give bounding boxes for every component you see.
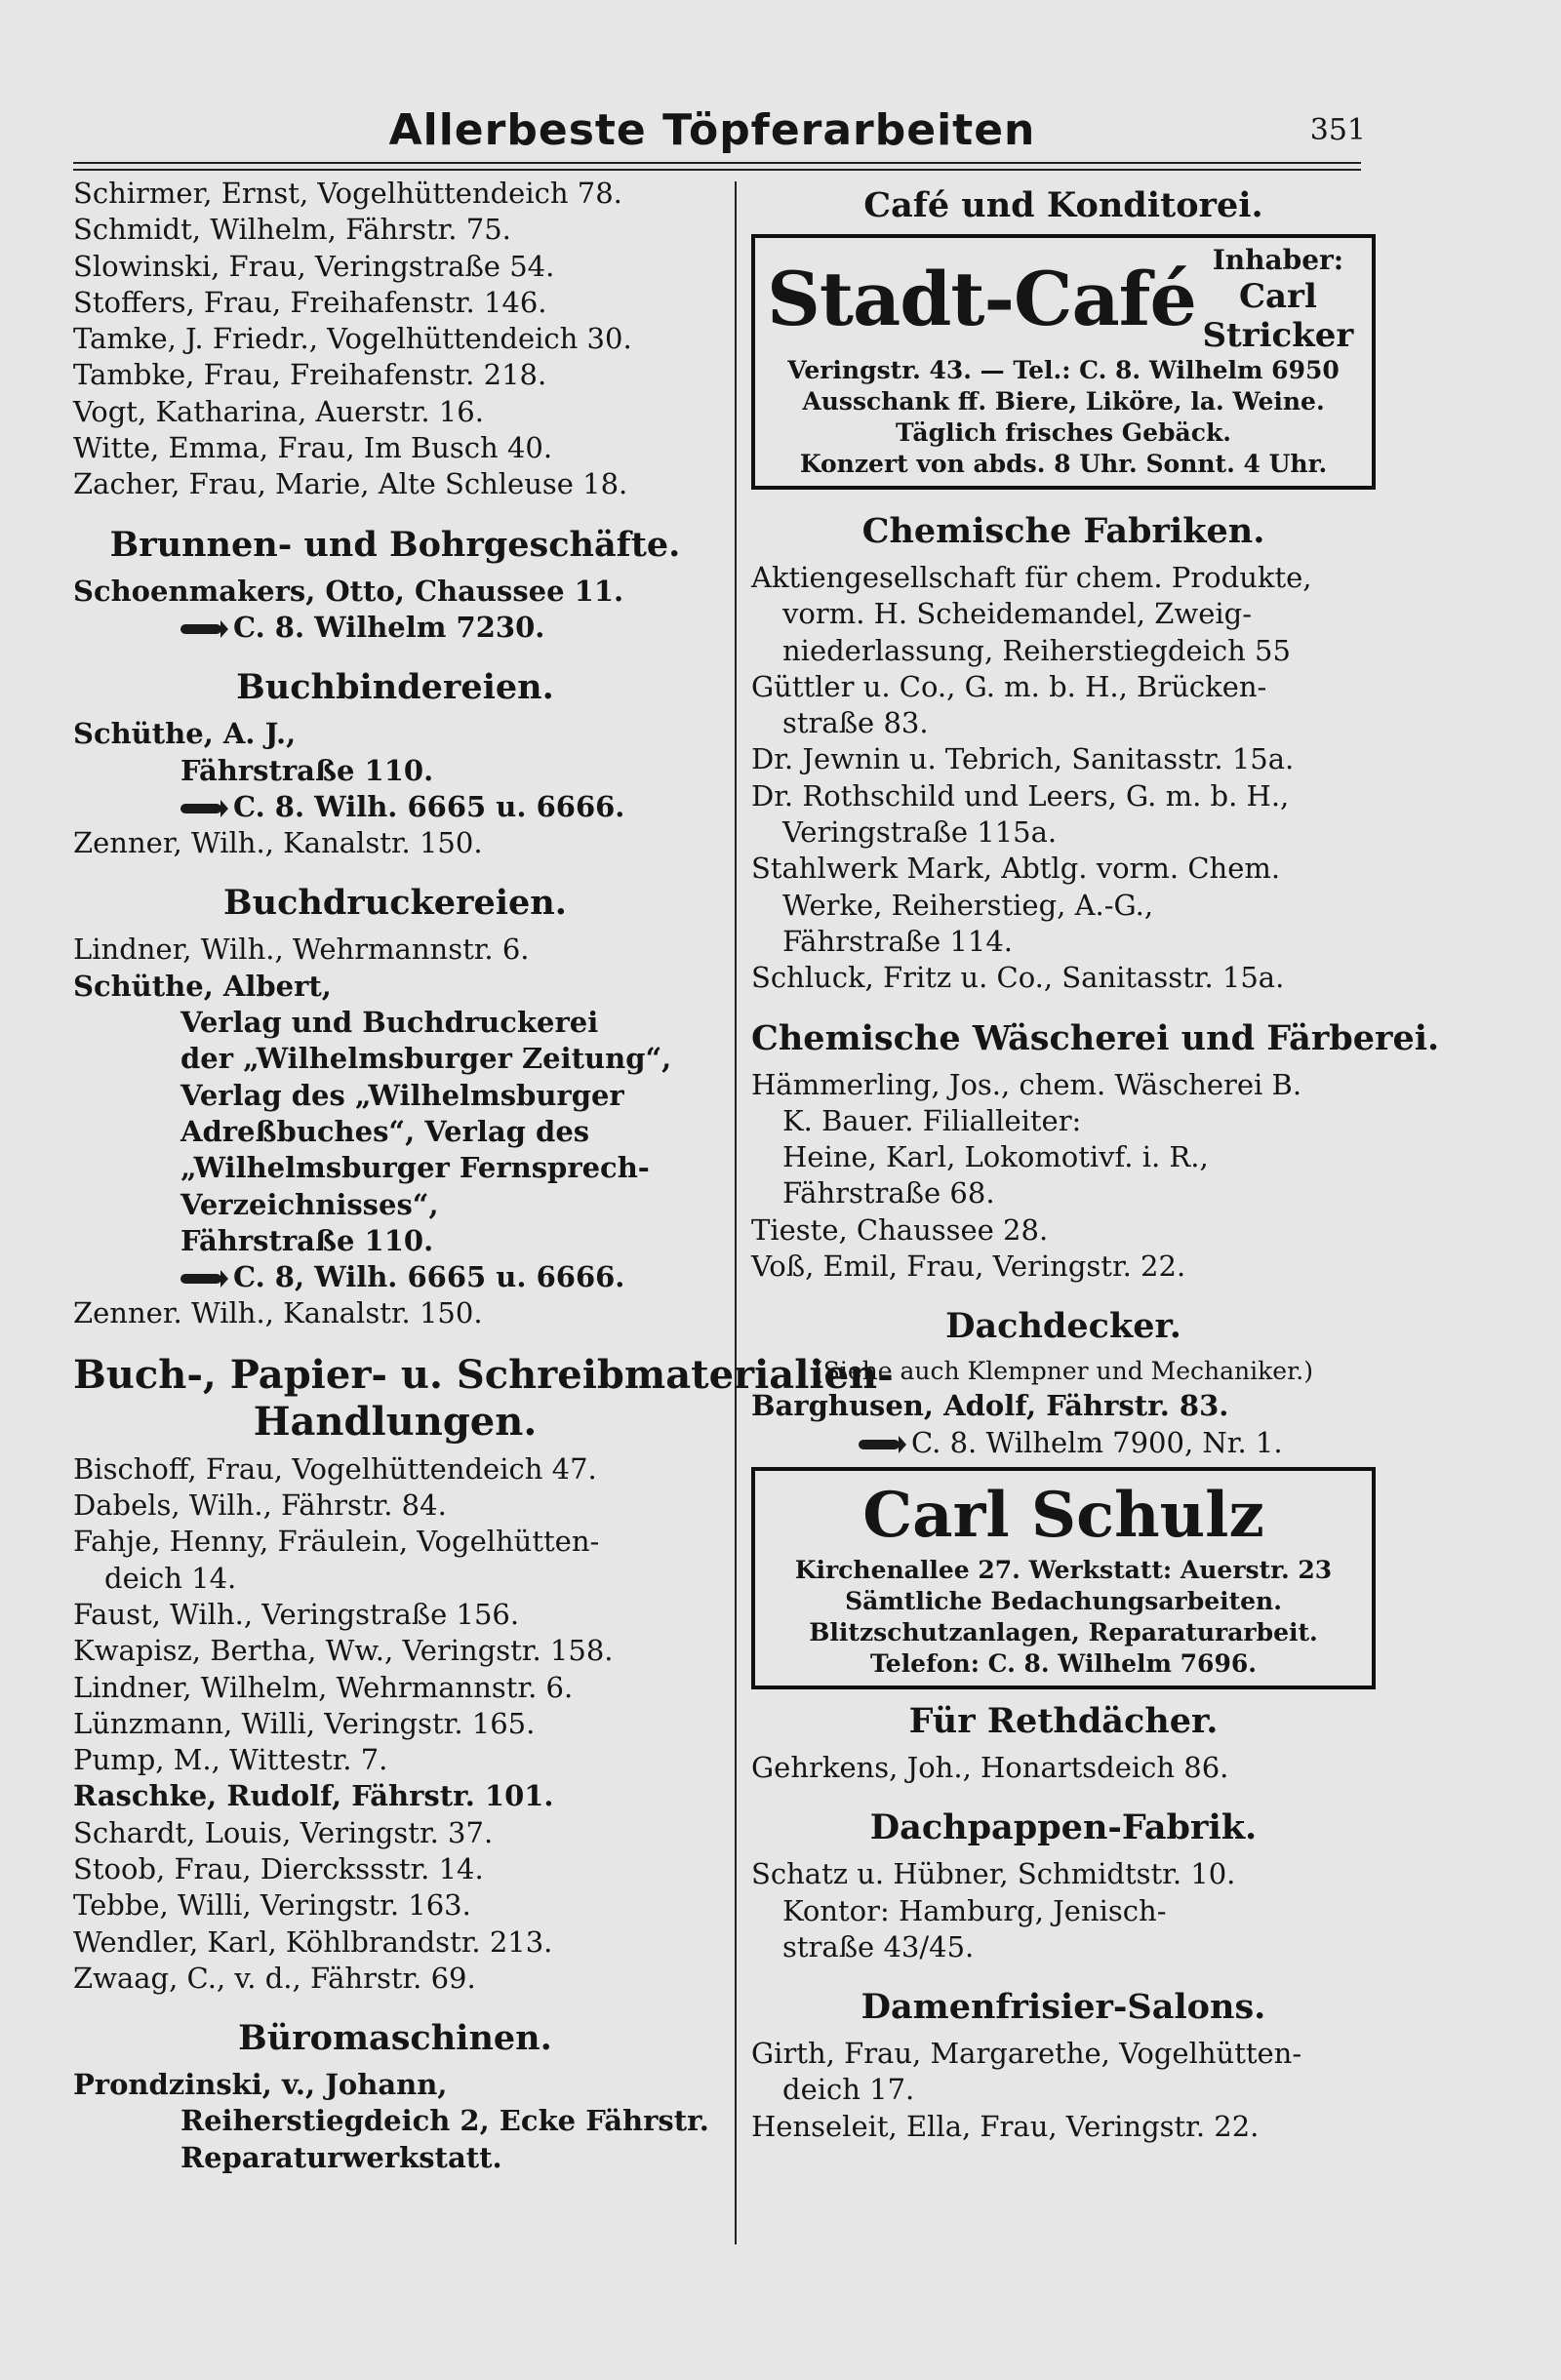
header-rule-top xyxy=(73,162,1361,164)
list-item: Barghusen, Adolf, Fährstr. 83. xyxy=(751,1389,1229,1423)
ad-line: Veringstr. 43. — Tel.: C. 8. Wilhelm 6950 xyxy=(787,356,1340,384)
list-item: Dabels, Wilh., Fährstr. 84. xyxy=(73,1488,447,1523)
list-item-continuation: „Wilhelmsburger Fernsprech- xyxy=(180,1151,650,1185)
list-item-continuation: straße 83. xyxy=(782,706,929,740)
ad-business-name: Stadt-Café xyxy=(767,256,1196,342)
section-heading-brunnen: Brunnen- und Bohrgeschäfte. xyxy=(109,524,681,565)
phone-line xyxy=(73,789,717,825)
ad-line: Sämtliche Bedachungsarbeiten. xyxy=(845,1586,1282,1615)
ad-line: Blitzschutzanlagen, Reparaturarbeit. xyxy=(809,1617,1318,1646)
ad-line: Telefon: C. 8. Wilhelm 7696. xyxy=(870,1648,1257,1678)
list-item-continuation: Veringstraße 115a. xyxy=(782,815,1058,850)
ad-top-row xyxy=(767,244,1360,355)
list-item: Henseleit, Ella, Frau, Veringstr. 22. xyxy=(751,2109,1260,2143)
list-item-continuation: Werke, Reiherstieg, A.-G., xyxy=(782,888,1154,922)
list-item: Witte, Emma, Frau, Im Busch 40. xyxy=(73,431,553,465)
telephone-icon xyxy=(180,804,221,813)
list-item-continuation: Fährstraße 110. xyxy=(180,1223,434,1257)
list-item-continuation: niederlassung, Reiherstiegdeich 55 xyxy=(782,633,1291,667)
list-item: Bischoff, Frau, Vogelhüttendeich 47. xyxy=(73,1451,597,1486)
list-item: Zwaag, C., v. d., Fährstr. 69. xyxy=(73,1961,476,1995)
list-item-continuation: deich 17. xyxy=(782,2073,915,2107)
section-heading-buchdruckereien: Buchdruckereien. xyxy=(223,883,567,924)
s-entries-list xyxy=(73,176,717,503)
list-item: Zenner. Wilh., Kanalstr. 150. xyxy=(73,1296,483,1330)
ad-owner xyxy=(1196,244,1360,355)
page-number: 351 xyxy=(1309,113,1366,147)
list-item-continuation: Verzeichnisses“, xyxy=(180,1187,439,1221)
advertisement-carl-schulz xyxy=(751,1467,1376,1689)
list-item: Stahlwerk Mark, Abtlg. vorm. Chem. xyxy=(751,852,1281,886)
list-item: Tebbe, Willi, Veringstr. 163. xyxy=(73,1888,471,1923)
list-item: Kwapisz, Bertha, Ww., Veringstr. 158. xyxy=(73,1634,614,1668)
list-item-continuation: Fährstraße 114. xyxy=(782,924,1013,958)
phone-line xyxy=(73,1259,717,1295)
list-item: Voß, Emil, Frau, Veringstr. 22. xyxy=(751,1250,1186,1284)
list-item-continuation: straße 43/45. xyxy=(782,1929,975,1964)
list-item: Gehrkens, Joh., Honartsdeich 86. xyxy=(751,1750,1229,1784)
list-item: Schluck, Fritz u. Co., Sanitasstr. 15a. xyxy=(751,961,1285,995)
list-item: Schmidt, Wilhelm, Fährstr. 75. xyxy=(73,213,511,247)
list-item: Girth, Frau, Margarethe, Vogelhütten- xyxy=(751,2037,1302,2071)
list-item: Schirmer, Ernst, Vogelhüttendeich 78. xyxy=(73,177,622,210)
phone-number: C. 8. Wilhelm 7900, Nr. 1. xyxy=(911,1425,1283,1459)
list-item: Güttler u. Co., G. m. b. H., Brücken- xyxy=(751,669,1267,703)
list-item: Aktiengesellschaft für chem. Produkte, xyxy=(751,561,1312,594)
list-item-continuation: Fährstraße 110. xyxy=(180,753,434,787)
section-heading-waescherei: Chemische Wäscherei und Färberei. xyxy=(751,1017,1440,1058)
ad-owner-label: Inhaber: xyxy=(1212,244,1344,276)
list-item: Tambke, Frau, Freihafenstr. 218. xyxy=(73,358,547,392)
telephone-icon xyxy=(180,624,221,634)
section-heading-buch-papier-2: Handlungen. xyxy=(253,1398,538,1445)
list-item-continuation: der „Wilhelmsburger Zeitung“, xyxy=(180,1042,672,1076)
list-item: Stoob, Frau, Dierckssstr. 14. xyxy=(73,1851,484,1885)
advertisement-stadt-cafe xyxy=(751,234,1376,490)
list-item: Vogt, Katharina, Auerstr. 16. xyxy=(73,394,484,428)
list-item-continuation: deich 14. xyxy=(104,1561,237,1595)
list-item: Lindner, Wilhelm, Wehrmannstr. 6. xyxy=(73,1670,574,1704)
list-item-continuation: Heine, Karl, Lokomotivf. i. R., xyxy=(782,1140,1209,1174)
list-item: Dr. Rothschild und Leers, G. m. b. H., xyxy=(751,778,1290,813)
ad-business-name: Carl Schulz xyxy=(862,1478,1264,1552)
header-rule-bottom xyxy=(73,169,1361,171)
list-item: Dr. Jewnin u. Tebrich, Sanitasstr. 15a. xyxy=(751,742,1295,776)
list-item: Schoenmakers, Otto, Chaussee 11. xyxy=(73,574,624,608)
list-item: Lindner, Wilh., Wehrmannstr. 6. xyxy=(73,932,530,967)
list-item: Raschke, Rudolf, Fährstr. 101. xyxy=(73,1779,554,1813)
ad-line: Kirchenallee 27. Werkstatt: Auerstr. 23 xyxy=(794,1555,1333,1584)
list-item: Schardt, Louis, Veringstr. 37. xyxy=(73,1815,494,1849)
page-header-title: Allerbeste Töpferarbeiten xyxy=(388,105,1036,155)
section-heading-damenfrisier: Damenfrisier-Salons. xyxy=(861,1987,1266,2028)
list-item-continuation: Fährstraße 68. xyxy=(782,1176,995,1210)
list-item: Zenner, Wilh., Kanalstr. 150. xyxy=(73,826,483,860)
list-item-continuation: Reiherstiegdeich 2, Ecke Fährstr. xyxy=(180,2104,709,2138)
phone-number: C. 8. Wilhelm 7230. xyxy=(233,610,545,644)
section-heading-cafe: Café und Konditorei. xyxy=(863,185,1263,225)
list-item: Pump, M., Wittestr. 7. xyxy=(73,1743,388,1777)
list-item-continuation: Kontor: Hamburg, Jenisch- xyxy=(782,1893,1167,1927)
list-item-continuation: K. Bauer. Filialleiter: xyxy=(782,1103,1082,1137)
section-heading-bueromaschinen: Büromaschinen. xyxy=(238,2018,552,2059)
list-item-continuation: Verlag und Buchdruckerei xyxy=(180,1006,599,1040)
phone-line xyxy=(751,1425,1376,1461)
right-column xyxy=(751,176,1440,2145)
list-item: Tamke, J. Friedr., Vogelhüttendeich 30. xyxy=(73,322,632,356)
list-item-continuation: Verlag des „Wilhelmsburger xyxy=(180,1078,624,1112)
section-heading-rethdaecher: Für Rethdächer. xyxy=(908,1700,1219,1741)
list-item: Schüthe, A. J., xyxy=(73,717,297,751)
list-item: Lünzmann, Willi, Veringstr. 165. xyxy=(73,1706,536,1740)
section-heading-dachpappen: Dachpappen-Fabrik. xyxy=(869,1807,1258,1848)
ad-owner-name: Carl Stricker xyxy=(1202,277,1354,355)
list-item: Slowinski, Frau, Veringstraße 54. xyxy=(73,249,555,283)
list-item: Tieste, Chaussee 28. xyxy=(751,1212,1049,1247)
section-subnote: (Siehe auch Klempner und Mechaniker.) xyxy=(813,1357,1314,1386)
list-item: Schatz u. Hübner, Schmidtstr. 10. xyxy=(751,1857,1236,1891)
list-item: Prondzinski, v., Johann, xyxy=(73,2068,448,2102)
phone-number: C. 8, Wilh. 6665 u. 6666. xyxy=(233,1260,625,1294)
list-item-continuation: Adreßbuches“, Verlag des xyxy=(180,1114,590,1148)
telephone-icon xyxy=(180,1274,221,1284)
phone-number: C. 8. Wilh. 6665 u. 6666. xyxy=(233,789,625,823)
list-item: Wendler, Karl, Köhlbrandstr. 213. xyxy=(73,1924,553,1959)
list-item: Stoffers, Frau, Freihafenstr. 146. xyxy=(73,285,547,319)
column-divider xyxy=(735,181,737,2244)
ad-line: Ausschank ff. Biere, Liköre, la. Weine. xyxy=(802,387,1325,416)
section-heading-chemische-fabriken: Chemische Fabriken. xyxy=(861,511,1265,551)
phone-line xyxy=(73,610,717,646)
section-heading-buchbindereien: Buchbindereien. xyxy=(236,667,554,708)
ad-line: Konzert von abds. 8 Uhr. Sonnt. 4 Uhr. xyxy=(799,450,1328,478)
list-item: Hämmerling, Jos., chem. Wäscherei B. xyxy=(751,1067,1302,1101)
list-item: Schüthe, Albert, xyxy=(73,969,332,1003)
list-item-continuation: vorm. H. Scheidemandel, Zweig- xyxy=(782,597,1252,631)
list-item-continuation: Reparaturwerkstatt. xyxy=(180,2140,502,2174)
section-heading-buch-papier: Buch-, Papier- u. Schreibmaterialien- xyxy=(73,1351,894,1398)
telephone-icon xyxy=(859,1440,900,1449)
ad-line: Täglich frisches Gebäck. xyxy=(896,418,1231,447)
list-item: Faust, Wilh., Veringstraße 156. xyxy=(73,1597,520,1631)
section-heading-dachdecker: Dachdecker. xyxy=(945,1306,1181,1347)
list-item: Fahje, Henny, Fräulein, Vogelhütten- xyxy=(73,1525,600,1559)
list-item: Zacher, Frau, Marie, Alte Schleuse 18. xyxy=(73,467,628,501)
